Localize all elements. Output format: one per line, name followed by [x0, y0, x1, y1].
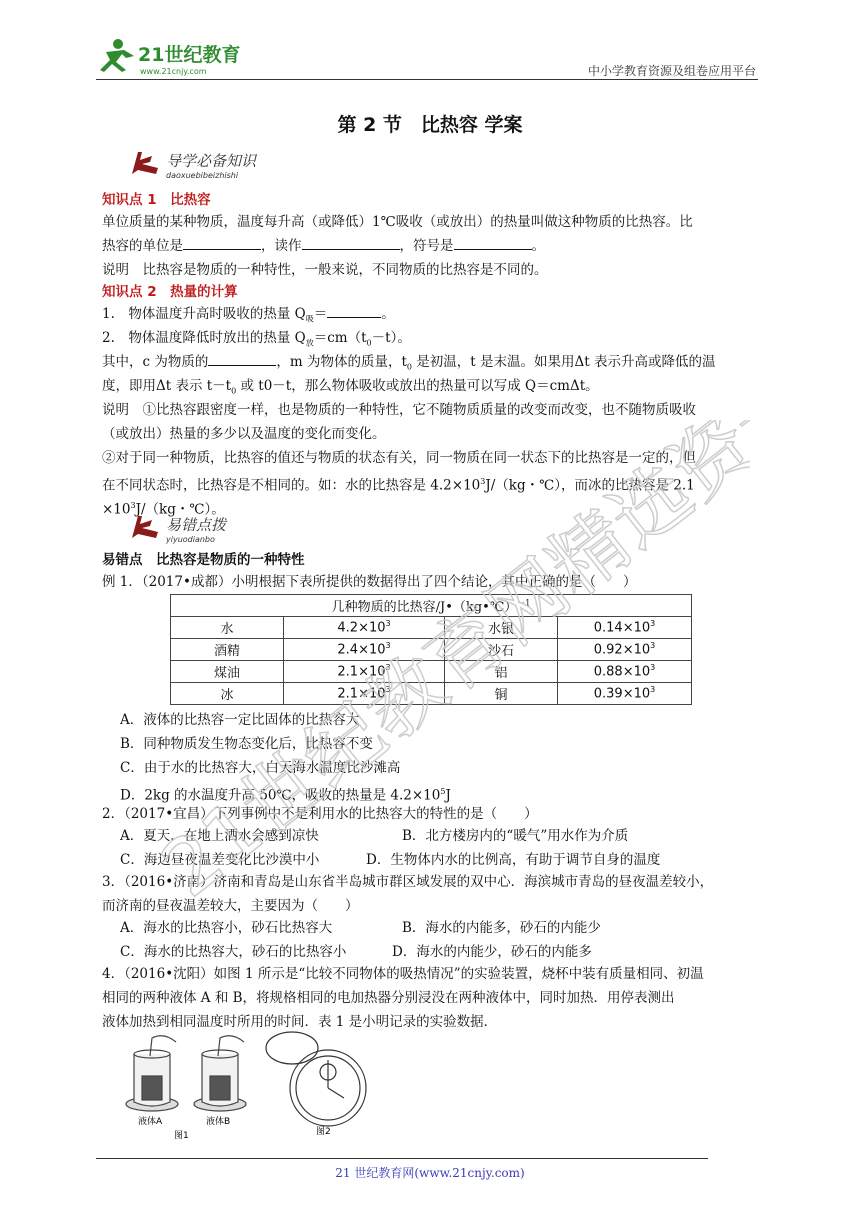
section-logo-cn: 导学必备知识	[166, 152, 257, 170]
q2-option-c: C．海边昼夜温差变化比沙漠中小	[120, 852, 320, 868]
figure-2-stopwatch	[262, 1028, 372, 1138]
q3-stem-line1: 3．（2016•济南）济南和青岛是山东省半岛城市群区域发展的双中心．海滨城市青岛的昼夜温差较小，	[102, 874, 714, 890]
q2-option-d: D．生物体内水的比例高，有助于调节自身的温度	[366, 852, 661, 868]
k1-heading: 知识点 1 比热容	[102, 192, 211, 208]
q1-option-c: C．由于水的比热容大，白天海水温度比沙滩高	[120, 760, 401, 776]
page-title: 第 2 节 比热容 学案	[337, 114, 523, 136]
k2-line1: 1. 物体温度升高时吸收的热量 $Q_吸=$ 。	[102, 302, 767, 332]
liquid-a-label: 液体A	[138, 1117, 163, 1127]
table-row: 冰 $2.1\times 10^3$ 铜 $0.39\times 10^3$	[171, 683, 692, 705]
section-logo-pinyin: daoxuebibeizhishi	[166, 171, 239, 180]
k2-line2: 2. 物体温度降低时放出的热量 $Q_放=cm(t_0-t)$。	[102, 330, 411, 348]
q2-option-a: A．夏天．在地上洒水会感到凉快	[120, 828, 319, 844]
figure-2-caption: 图2	[316, 1127, 331, 1137]
blank-field	[208, 350, 276, 366]
q2-option-b: B．北方楼房内的“暖气”用水作为介质	[402, 828, 629, 844]
table-row: 水 $4.2\times 10^3$ 水银 $0.14\times 10^3$	[171, 617, 692, 639]
k2-heading: 知识点 2 热量的计算	[102, 284, 238, 300]
err-heading: 易错点 比热容是物质的一种特性	[102, 552, 305, 568]
q1-option-d: D．2kg 的水温度升高 50℃，吸收的热量是 $4.2\times 10^5J$	[120, 787, 451, 804]
k2-note2: （或放出）热量的多少以及温度的变化而变化。	[102, 426, 386, 442]
table-title: 几种物质的比热容/J•（kg•℃）$^{-1}$	[171, 595, 692, 617]
specific-heat-table	[170, 594, 692, 705]
example1-stem: 例 1．（2017•成都）小明根据下表所提供的数据得出了四个结论，其中正确的是（ ）	[102, 574, 637, 590]
blank-field	[183, 234, 261, 250]
section-logo-cn: 易错点拨	[166, 516, 227, 534]
blank-field	[302, 234, 400, 250]
liquid-b-label: 液体B	[206, 1117, 231, 1127]
k2-note1: 说明 ①比热容跟密度一样，也是物质的一种特性，它不随物质质量的改变而改变，也不随物质吸收	[102, 402, 696, 418]
k1-line2: 热容的单位是 ，读作 ，符号是 。	[102, 234, 767, 258]
table-row: 酒精 $2.4\times 10^3$ 沙石 $0.92\times 10^3$	[171, 639, 692, 661]
brush-icon	[132, 152, 158, 174]
q3-option-c: C．海水的比热容大，砂石的比热容小	[120, 944, 347, 960]
header-divider	[96, 79, 758, 80]
k2-note4: 在不同状态时，比热容是不相同的。如：水的比热容是 $4.2\times 10^3J/(kg$・℃），而冰的比热容是 2.1	[102, 477, 695, 494]
footer-text[interactable]: 21 世纪教育网(www.21cnjy.com)	[335, 1166, 525, 1180]
k2-note5: $\times 10^3J/(kg$・℃）。	[102, 501, 225, 518]
table-header-row	[171, 595, 692, 617]
table-row: 煤油 $2.1\times 10^3$ 铝 $0.88\times 10^3$	[171, 661, 692, 683]
q4-stem-line3: 液体加热到相同温度时所用的时间．表 1 是小明记录的实验数据．	[102, 1014, 498, 1030]
logo-text: 21世纪教育	[138, 44, 241, 66]
header-platform-text: 中小学教育资源及组卷应用平台	[587, 64, 756, 78]
q2-stem: 2．（2017•宜昌）下列事例中不是利用水的比热容大的特性的是（ ）	[102, 806, 538, 822]
k2-note3: ②对于同一种物质，比热容的值还与物质的状态有关，同一物质在同一状态下的比热容是一定的，但	[102, 450, 696, 466]
section-logo-pinyin: yiyuodianbo	[166, 535, 215, 544]
site-logo	[96, 36, 256, 78]
logo-url: www.21cnjy.com	[140, 67, 207, 76]
section-logo-errors	[128, 510, 288, 550]
q3-option-d: D．海水的内能少，砂石的内能多	[392, 944, 592, 960]
blank-field	[327, 302, 381, 318]
q3-option-b: B．海水的内能多，砂石的内能少	[402, 920, 601, 936]
blank-field	[454, 234, 532, 250]
footer-divider	[96, 1158, 708, 1159]
figure-1-caption: 图1	[174, 1131, 189, 1141]
k1-note: 说明 比热容是物质的一种特性，一般来说，不同物质的比热容是不同的。	[102, 262, 548, 278]
q4-stem-line2: 相同的两种液体 A 和 B，将规格相同的电加热器分别浸没在两种液体中，同时加热．用停表测出	[102, 990, 675, 1006]
q3-stem-line2: 而济南的昼夜温差较大，主要因为（ ）	[102, 898, 359, 914]
k1-line1: 单位质量的某种物质，温度每升高（或降低）1℃吸收（或放出）的热量叫做这种物质的比热容。比	[102, 214, 693, 230]
q3-option-a: A．海水的比热容小，砂石比热容大	[120, 920, 333, 936]
q4-stem-line1: 4．（2016•沈阳）如图 1 所示是“比较不同物体的吸热情况”的实验装置，烧杯中装有质量相同、初温	[102, 966, 704, 982]
section-logo-knowledge	[128, 146, 288, 186]
k2-line4: 度，即用Δt 表示 $t-t_0$ 或 t0－t，那么物体吸收或放出的热量可以写成 Q＝cmΔt。	[102, 378, 599, 396]
q1-option-b: B．同种物质发生物态变化后，比热容不变	[120, 736, 373, 752]
watermark-text: 21世纪教育网精选资料	[150, 420, 750, 915]
k2-line3: 其中，c 为物质的 ，m 为物体的质量，$t_0$ 是初温，t 是末温。如果用Δt 表示升高或降低的温	[102, 350, 767, 380]
q1-option-a: A．液体的比热容一定比固体的比热容大	[120, 712, 360, 728]
brush-icon	[132, 516, 158, 538]
